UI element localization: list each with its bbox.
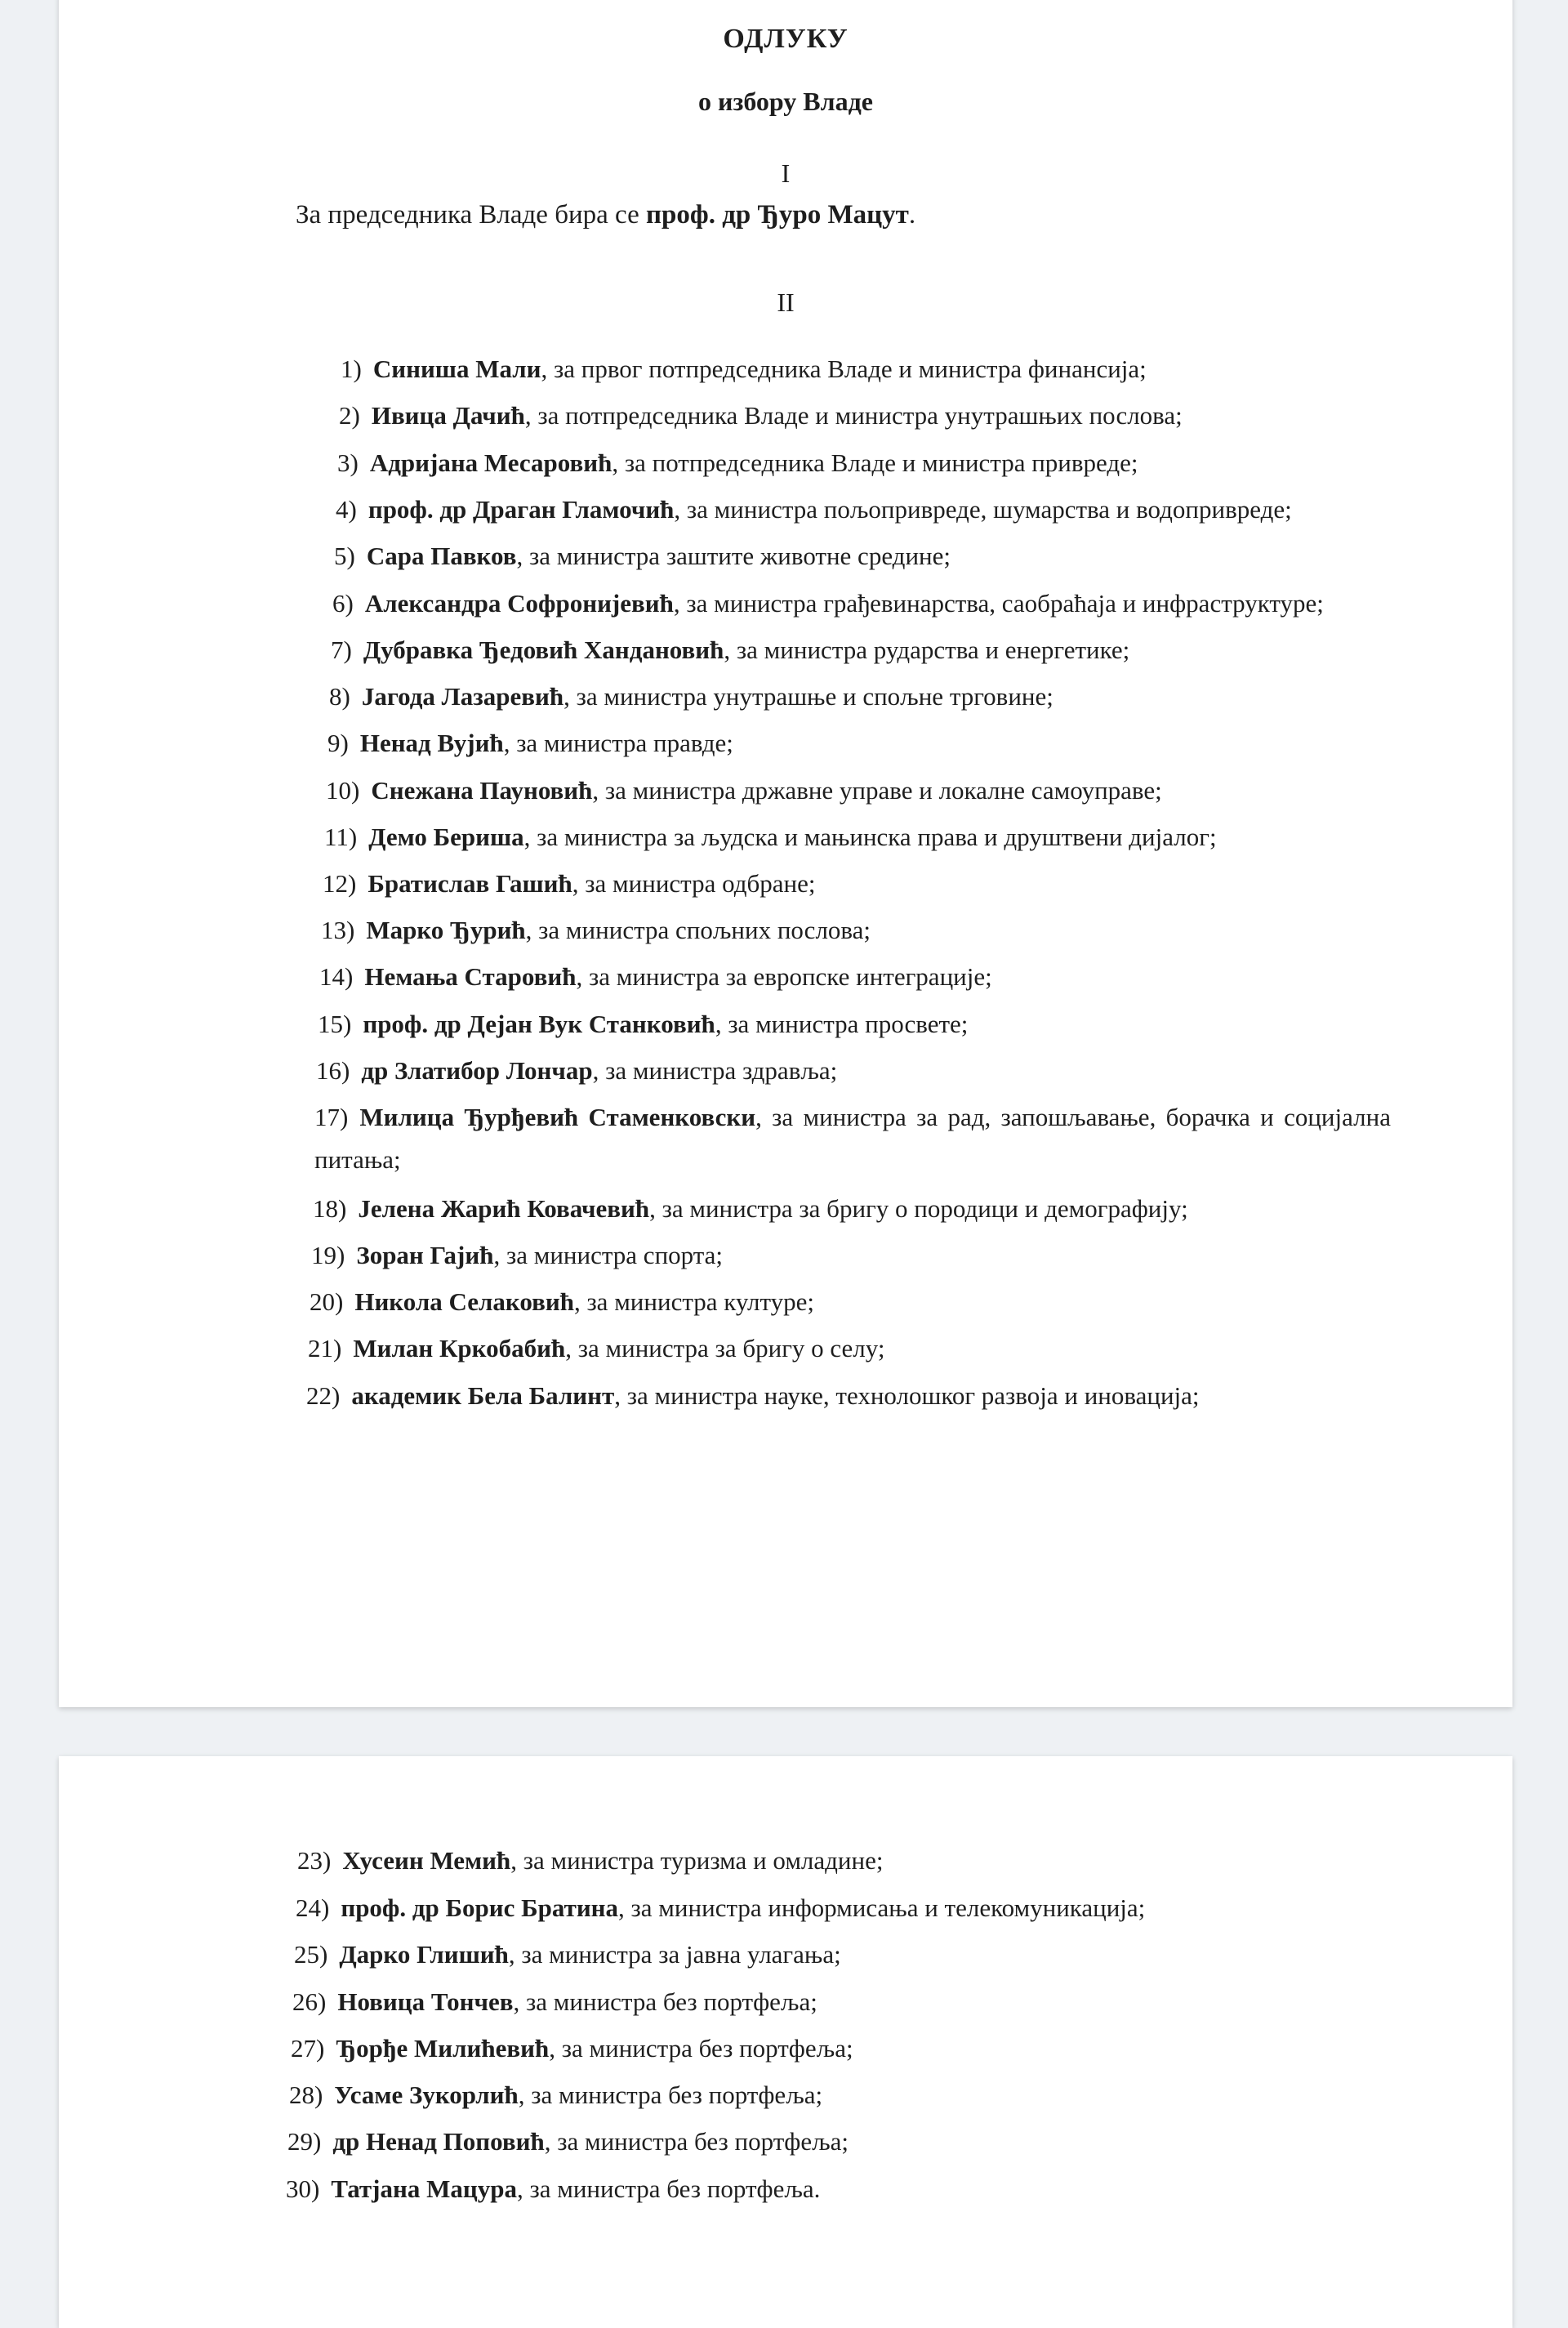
minister-name: академик Бела Балинт — [351, 1381, 615, 1410]
minister-name: Сара Павков — [366, 542, 517, 570]
minister-name: Милица Ђурђевић Стаменковски — [359, 1103, 756, 1131]
item-number: 18) — [313, 1194, 347, 1223]
list-item — [308, 1332, 884, 1365]
minister-role: , за министра рударства и енергетике; — [724, 636, 1130, 664]
item-number: 6) — [332, 589, 354, 618]
minister-name: др Ненад Поповић — [332, 2127, 545, 2156]
item-number: 28) — [289, 2080, 323, 2109]
item-number: 29) — [287, 2127, 322, 2156]
document-page-2 — [59, 1756, 1512, 2328]
minister-name: проф. др Дејан Вук Станковић — [363, 1010, 715, 1038]
minister-name: Татјана Мацура — [331, 2174, 517, 2203]
item-number: 25) — [294, 1940, 328, 1969]
minister-role: , за министра за јавна улагања; — [508, 1940, 841, 1969]
minister-name: Ненад Вујић — [359, 729, 504, 757]
section-2-numeral: II — [777, 288, 795, 317]
section-1-numeral: I — [781, 158, 791, 188]
item-number: 5) — [334, 542, 355, 570]
list-item — [310, 1286, 814, 1318]
minister-name: Снежана Пауновић — [371, 776, 593, 805]
minister-name: Усаме Зукорлић — [334, 2080, 519, 2109]
prime-minister-name: проф. др Ђуро Мацут — [646, 200, 909, 230]
item-number: 23) — [297, 1846, 332, 1875]
minister-name: Ивица Дачић — [371, 401, 525, 430]
item-number: 12) — [323, 869, 357, 898]
list-item — [311, 1239, 723, 1272]
minister-name: Демо Бериша — [368, 823, 524, 851]
document-title: ОДЛУКУ — [723, 24, 849, 54]
list-item — [316, 1055, 837, 1087]
minister-role: , за министра за бригу о селу; — [565, 1334, 885, 1362]
list-item — [326, 774, 1162, 807]
minister-role: , за министра туризма и омладине; — [510, 1846, 884, 1875]
minister-role: , за министра унутрашње и спољне трговине; — [564, 682, 1054, 711]
item-number: 4) — [336, 495, 357, 524]
minister-name: Дубравка Ђедовић Хандановић — [363, 636, 724, 664]
minister-name: проф. др Борис Братина — [341, 1893, 619, 1922]
minister-role: , за министра без портфеља. — [516, 2174, 821, 2203]
list-item — [297, 1844, 884, 1877]
minister-role: , за министра одбране; — [572, 869, 816, 898]
item-number: 8) — [329, 682, 350, 711]
list-item — [341, 353, 1147, 386]
minister-name: Зоран Гајић — [356, 1241, 494, 1269]
list-item — [319, 961, 992, 993]
item-number: 16) — [316, 1056, 350, 1085]
minister-role: , за министра правде; — [503, 729, 733, 757]
minister-name: Дарко Глишић — [339, 1940, 509, 1969]
minister-role: , за потпредседника Владе и министра унутрашњих послова; — [524, 401, 1183, 430]
item-number: 27) — [291, 2034, 325, 2063]
minister-role: , за министра без портфеља; — [518, 2080, 823, 2109]
item-number: 9) — [327, 729, 349, 757]
item-number: 1) — [341, 355, 362, 383]
minister-name: Милан Кркобабић — [353, 1334, 566, 1362]
list-item — [331, 634, 1129, 667]
list-item — [313, 1193, 1188, 1225]
document-subtitle: о избору Владе — [698, 87, 873, 116]
minister-role: , за министра за бригу о породици и демографију; — [649, 1194, 1188, 1223]
minister-name: Хусеин Мемић — [342, 1846, 511, 1875]
item-number: 21) — [308, 1334, 342, 1362]
minister-role: , за министра пољопривреде, шумарства и водопривреде; — [674, 495, 1292, 524]
minister-role: , за министра заштите животне средине; — [516, 542, 951, 570]
list-item — [337, 447, 1138, 479]
minister-name: Јагода Лазаревић — [361, 682, 564, 711]
item-number: 10) — [326, 776, 360, 805]
list-item — [292, 1986, 817, 2018]
item-number: 15) — [318, 1010, 352, 1038]
list-item — [332, 587, 1324, 620]
list-item — [321, 914, 871, 947]
minister-name: Немања Старовић — [364, 962, 577, 991]
item-number: 13) — [321, 916, 355, 944]
minister-role: , за министра за европске интеграције; — [576, 962, 992, 991]
item-number: 17) — [314, 1103, 349, 1131]
list-item — [334, 540, 951, 573]
item-number: 26) — [292, 1987, 327, 2016]
minister-name: др Златибор Лончар — [361, 1056, 593, 1085]
minister-name: Синиша Мали — [372, 355, 541, 383]
minister-role: , за министра за људска и мањинска права и друштвени дијалог; — [523, 823, 1217, 851]
minister-name: Адријана Месаровић — [369, 448, 612, 477]
list-item — [323, 867, 815, 900]
list-item — [324, 821, 1217, 854]
minister-role: , за министра за рад, запошљавање, борачка и социјална питања; — [314, 1103, 1391, 1174]
list-item — [287, 2125, 849, 2158]
minister-role: , за министра без портфеља; — [549, 2034, 853, 2063]
list-item — [336, 493, 1292, 526]
minister-name: Ђорђе Милићевић — [336, 2034, 550, 2063]
list-item — [306, 1380, 1200, 1412]
item-number: 20) — [310, 1287, 344, 1316]
list-item — [339, 399, 1183, 432]
list-item — [314, 1096, 1391, 1181]
minister-name: Александра Софронијевић — [364, 589, 674, 618]
list-item — [289, 2079, 822, 2112]
minister-name: Јелена Жарић Ковачевић — [358, 1194, 650, 1223]
minister-name: проф. др Драган Гламочић — [368, 495, 675, 524]
minister-role: , за првог потпредседника Владе и министра финансија; — [541, 355, 1147, 383]
section-1-text-end: . — [908, 200, 916, 230]
minister-role: , за министра државне управе и локалне самоуправе; — [592, 776, 1162, 805]
item-number: 30) — [286, 2174, 320, 2203]
section-1-text: За председника Владе бира се — [296, 200, 646, 230]
minister-role: , за министра здравља; — [592, 1056, 838, 1085]
section-1-paragraph — [296, 198, 915, 232]
minister-role: , за министра спољних послова; — [525, 916, 871, 944]
item-number: 11) — [324, 823, 358, 851]
list-item — [318, 1008, 968, 1041]
minister-role: , за министра грађевинарства, саобраћаја и инфраструктуре; — [673, 589, 1324, 618]
item-number: 19) — [311, 1241, 345, 1269]
item-number: 3) — [337, 448, 359, 477]
item-number: 14) — [319, 962, 354, 991]
minister-role: , за министра без портфеља; — [544, 2127, 849, 2156]
minister-role: , за министра информисања и телекомуникација; — [618, 1893, 1146, 1922]
minister-role: , за потпредседника Владе и министра привреде; — [612, 448, 1138, 477]
item-number: 22) — [306, 1381, 341, 1410]
minister-role: , за министра без портфеља; — [513, 1987, 817, 2016]
minister-name: Новица Тончев — [337, 1987, 514, 2016]
minister-role: , за министра културе; — [573, 1287, 815, 1316]
minister-name: Марко Ђурић — [366, 916, 526, 944]
list-item — [296, 1892, 1145, 1924]
list-item — [294, 1938, 841, 1971]
document-page-1 — [59, 0, 1512, 1707]
minister-name: Никола Селаковић — [354, 1287, 574, 1316]
minister-role: , за министра просвете; — [715, 1010, 969, 1038]
list-item — [327, 727, 733, 760]
item-number: 24) — [296, 1893, 330, 1922]
minister-role: , за министра науке, технолошког развоја и иновација; — [614, 1381, 1200, 1410]
minister-role: , за министра спорта; — [493, 1241, 724, 1269]
list-item — [329, 680, 1054, 713]
item-number: 2) — [339, 401, 360, 430]
list-item — [291, 2032, 853, 2065]
list-item — [286, 2173, 820, 2205]
item-number: 7) — [331, 636, 352, 664]
minister-name: Братислав Гашић — [368, 869, 572, 898]
